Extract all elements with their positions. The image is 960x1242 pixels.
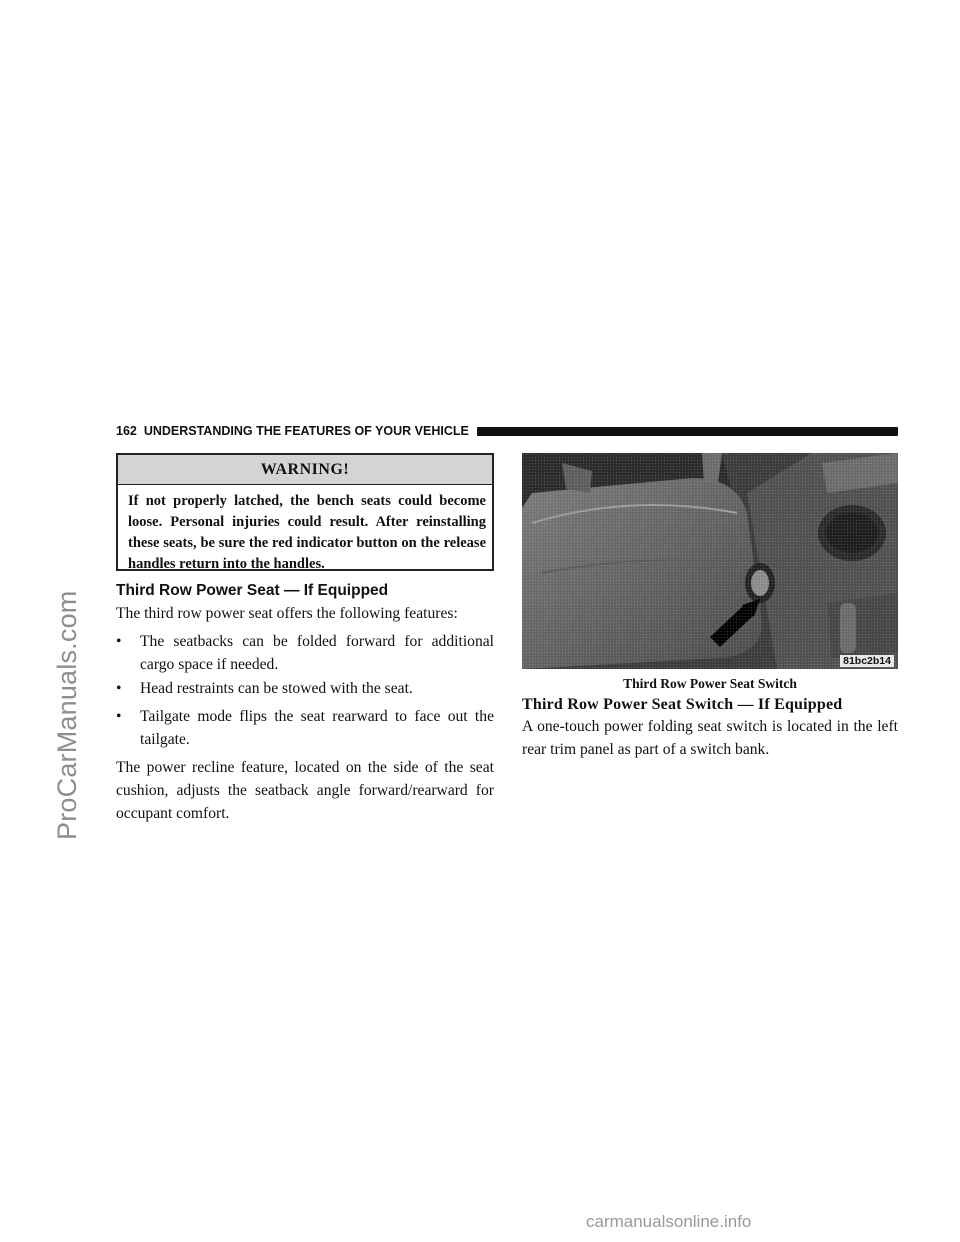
figure-caption: Third Row Power Seat Switch [623, 676, 797, 691]
side-watermark: ProCarManuals.com [52, 590, 82, 840]
seat-switch-heading: Third Row Power Seat Switch — If Equipped [522, 696, 843, 713]
list-item-text: Tailgate mode flips the seat rearward to face out the tailgate. [140, 708, 494, 748]
list-item-text: The seatbacks can be folded forward for additional cargo space if needed. [140, 633, 494, 673]
section-title: UNDERSTANDING THE FEATURES OF YOUR VEHICLE [143, 424, 469, 438]
running-header [116, 420, 898, 442]
seat-switch-paragraph: A one-touch power folding seat switch is located in the left rear trim panel as part of a switch bank. [522, 718, 898, 758]
header-rule [477, 427, 898, 436]
recline-paragraph: The power recline feature, located on the side of the seat cushion, adjusts the seatback angle forward/rearward for occupant comfort. [116, 759, 494, 822]
warning-text: If not properly latched, the bench seats could become loose. Personal injuries could result. After reinstalling these seats, be sure the red indicator button on the release handles return into the handles. [128, 493, 486, 572]
figure-code: 81bc2b14 [840, 655, 894, 667]
bullet-icon: • [116, 708, 122, 725]
seat-switch-illustration [522, 453, 898, 669]
third-row-seat-heading: Third Row Power Seat — If Equipped [116, 582, 389, 599]
list-item [116, 705, 494, 751]
list-item-text: Head restraints can be stowed with the seat. [140, 680, 413, 697]
warning-title: WARNING! [118, 455, 492, 485]
seat-switch-photo [522, 453, 898, 669]
warning-box [116, 453, 494, 571]
page-header-text [116, 424, 469, 438]
bullet-icon: • [116, 633, 122, 650]
page-number: 162 [116, 424, 137, 438]
list-item [116, 677, 494, 700]
list-item [116, 630, 494, 676]
bottom-watermark: carmanualsonline.info [586, 1212, 752, 1231]
third-row-seat-intro: The third row power seat offers the following features: [116, 605, 458, 622]
bullet-icon: • [116, 680, 122, 697]
